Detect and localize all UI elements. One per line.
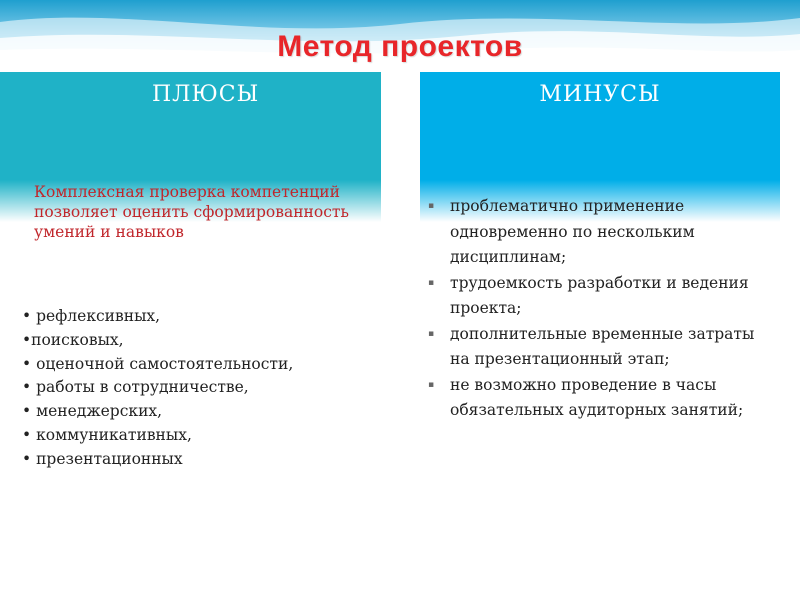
- cons-item-text: дополнительные временные затраты на презентационный этап;: [450, 324, 755, 368]
- skill-item: • оценочной самостоятельности,: [22, 354, 294, 373]
- skill-item: • презентационных: [22, 449, 183, 468]
- cons-item-text: проблематично применение одновременно по нескольким дисциплинам;: [450, 197, 695, 266]
- square-bullet-icon: ▪: [428, 379, 435, 390]
- square-bullet-icon: ▪: [428, 201, 435, 211]
- cons-item: [428, 194, 778, 271]
- cons-item: [428, 322, 778, 373]
- cons-header-label: МИНУСЫ: [539, 82, 661, 107]
- skill-item: • рефлексивных,: [22, 307, 161, 325]
- square-bullet-icon: ▪: [428, 328, 435, 339]
- cons-item: [428, 271, 778, 322]
- skill-item: • менеджерских,: [22, 402, 163, 421]
- square-bullet-icon: ▪: [428, 277, 435, 288]
- pros-lead-text: Комплексная проверка компетенций позволяет оценить сформированность умений и навыков: [34, 183, 349, 241]
- skill-item: •поисковых,: [22, 330, 124, 349]
- pros-header-label: ПЛЮСЫ: [152, 82, 260, 107]
- cons-list: [428, 194, 778, 424]
- skill-item: • коммуникативных,: [22, 425, 192, 444]
- cons-item-text: трудоемкость разработки и ведения проекта;: [450, 273, 749, 317]
- cons-item: [428, 373, 778, 424]
- cons-item-text: не возможно проведение в часы обязательных аудиторных занятий;: [450, 375, 744, 419]
- skill-item: • работы в сотрудничестве,: [22, 378, 249, 397]
- skills-list: [22, 305, 402, 472]
- slide-title: Метод проектов: [277, 30, 523, 63]
